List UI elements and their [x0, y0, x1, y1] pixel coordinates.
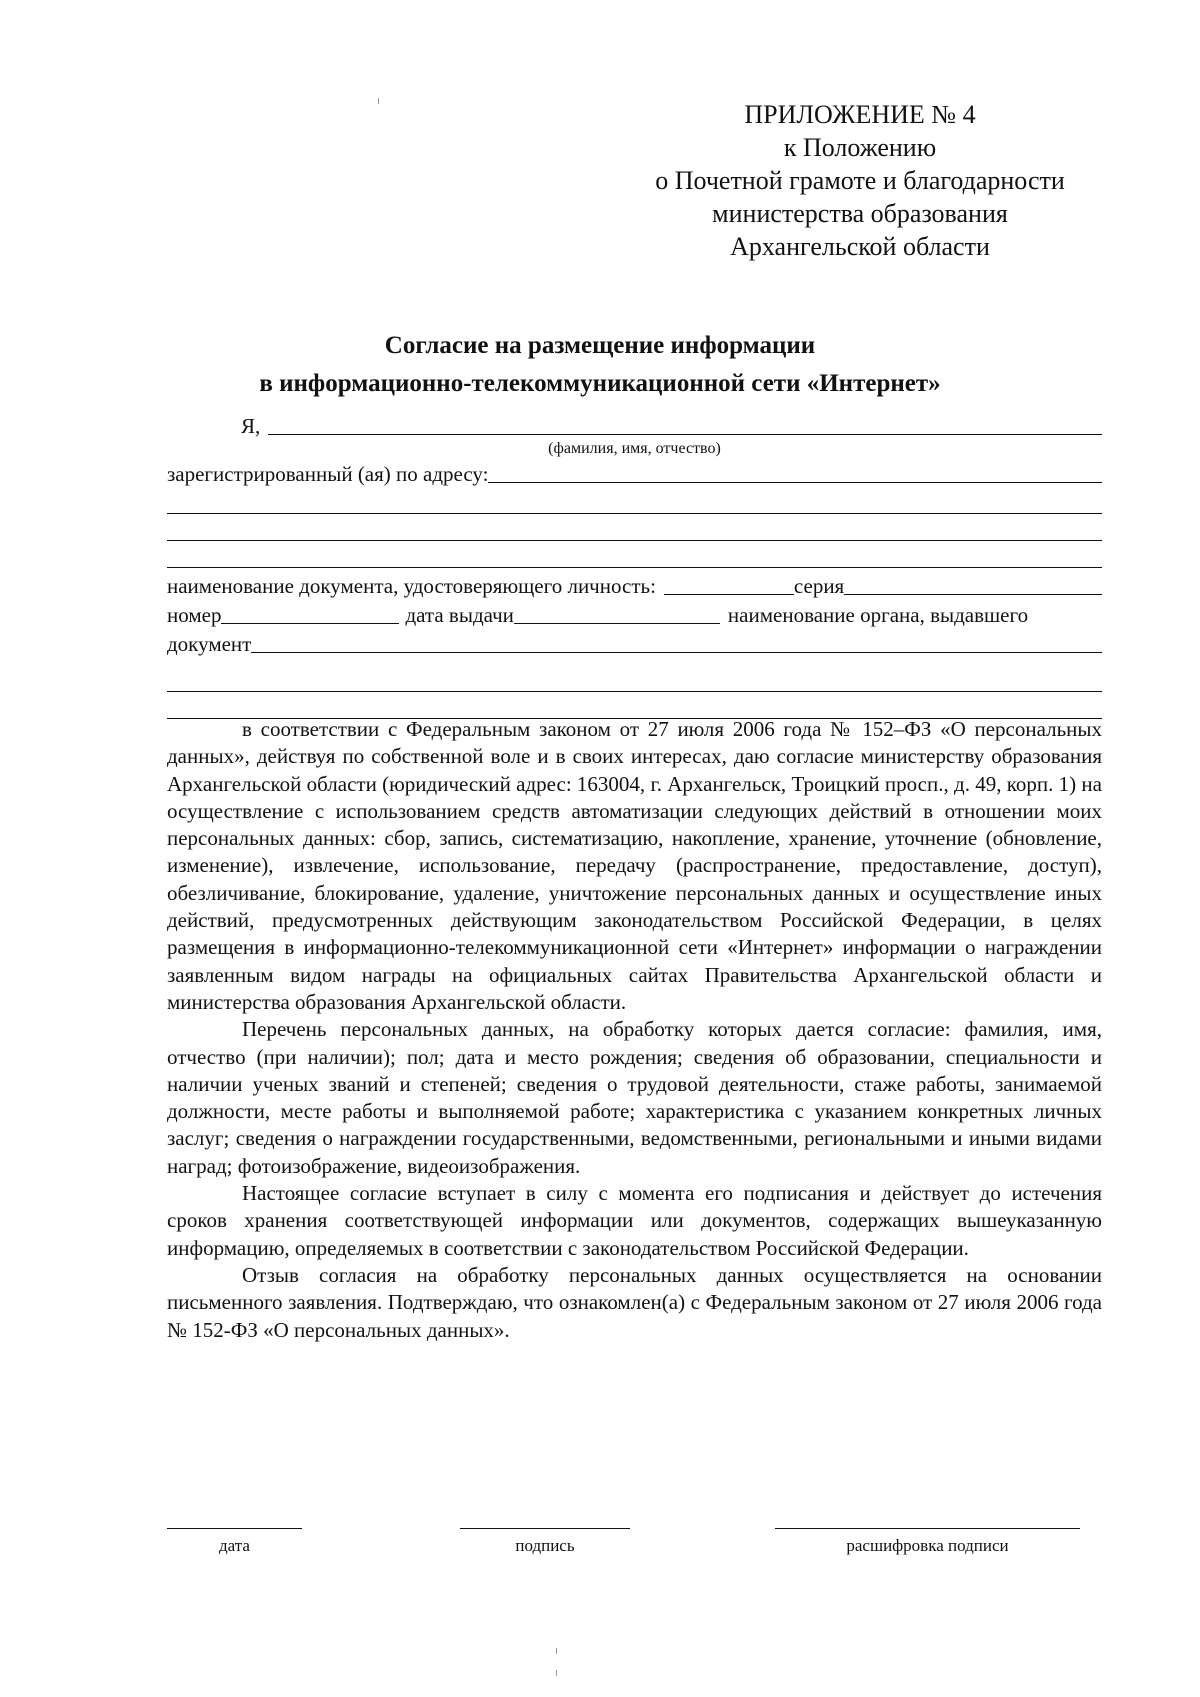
signature-decode-line[interactable]	[775, 1528, 1080, 1529]
issuer-field[interactable]	[251, 632, 1102, 653]
date-label: дата	[219, 1536, 250, 1555]
scan-mark	[378, 98, 379, 104]
series-label: серия	[793, 574, 845, 598]
address-row	[167, 458, 1102, 487]
signature-line[interactable]	[460, 1528, 630, 1529]
doc-field[interactable]	[664, 574, 794, 595]
document-label: документ	[167, 632, 252, 656]
appendix-ref: к Положению	[783, 133, 937, 162]
address-field[interactable]	[488, 462, 1102, 483]
address-label: зарегистрированный (ая) по адресу:	[167, 462, 489, 486]
issuer-field-line-3[interactable]	[167, 692, 1102, 719]
consent-body	[167, 716, 1102, 1344]
doc-row	[167, 570, 1102, 599]
number-row	[167, 599, 1102, 628]
consent-paragraph-1: в соответствии с Федеральным законом от 27 июля 2006 года № 152–ФЗ «О персональных данных», действуя по собственной воле и в своих интересах, даю согласие министерству образования Архангельской области (юридический адрес: 163004, г. Архангельск, Троицкий просп., д. 49, корп. 1) на осуществление с использованием средств автоматизации следующих действий в отношении моих персональных данных: сбор, запись, систематизацию, накопление, хранение, уточнение (обновление, изменение), извлечение, использование, передачу (распространение, предоставление, доступ), обезличивание, блокирование, удаление, уничтожение персональных данных и осуществление иных действий, предусмотренных действующим законодательством Российской Федерации, в целях размещения в информационно-телекоммуникационной сети «Интернет» информации о награждении заявленным видом награды на официальных сайтах Правительства Архангельской области и министерства образования Архангельской области.	[167, 717, 1102, 1014]
issuer-field-line-2[interactable]	[167, 657, 1102, 692]
address-field-line-3[interactable]	[167, 514, 1102, 541]
signature-block	[0, 1512, 1200, 1572]
scan-mark	[556, 1670, 557, 1676]
document-row	[167, 628, 1102, 657]
consent-paragraph-3: Настоящее согласие вступает в силу с момента его подписания и действует до истечения сроков хранения соответствующей информации или документов, содержащих вышеуказанную информацию, определяемых в соответствии с законодательством Российской Федерации.	[167, 1181, 1102, 1260]
number-label: номер	[167, 603, 222, 627]
appendix-number: ПРИЛОЖЕНИЕ № 4	[744, 100, 976, 129]
issuer-label: наименование органа, выдавшего	[727, 603, 1029, 627]
appendix-region: Архангельской области	[730, 232, 990, 261]
signature-decode-label: расшифровка подписи	[846, 1536, 1009, 1555]
title-line-2: в информационно-телекоммуникационной сети «Интернет»	[259, 370, 941, 397]
doc-label: наименование документа, удостоверяющего личность:	[167, 574, 656, 598]
consent-paragraph-4: Отзыв согласия на обработку персональных данных осуществляется на основании письменного заявления. Подтверждаю, что ознакомлен(а) с Федеральным законом от 27 июля 2006 года № 152-ФЗ «О персональных данных».	[167, 1262, 1102, 1342]
issue-date-field[interactable]	[514, 603, 720, 624]
scan-mark	[556, 1648, 557, 1654]
consent-paragraph-2: Перечень персональных данных, на обработку которых дается согласие: фамилия, имя, отчество (при наличии); пол; дата и место рождения; сведения об образовании, специальности и наличии ученых званий и степеней; сведения о трудовой деятельности, стаже работы, занимаемой должности, месте работы и выполняемой работе; характеристика с указанием конкретных личных заслуг; сведения о награждении государственными, ведомственными, региональными и иными видами наград; фотоизображение, видеоизображения.	[167, 1017, 1102, 1178]
appendix-header	[600, 98, 1120, 263]
fio-hint: (фамилия, имя, отчество)	[548, 440, 721, 457]
address-field-line-4[interactable]	[167, 541, 1102, 568]
series-field[interactable]	[844, 574, 1102, 595]
title-line-1: Согласие на размещение информации	[384, 332, 816, 359]
i-label: Я,	[241, 414, 261, 438]
signature-label: подпись	[515, 1536, 575, 1555]
fio-row	[167, 410, 1102, 439]
appendix-regulation: о Почетной грамоте и благодарности	[655, 166, 1065, 195]
fio-field[interactable]	[268, 414, 1102, 435]
address-field-line-2[interactable]	[167, 487, 1102, 514]
document-title	[150, 327, 1050, 403]
appendix-ministry: министерства образования	[712, 199, 1008, 228]
issue-date-label: дата выдачи	[405, 603, 514, 627]
number-field[interactable]	[221, 603, 399, 624]
date-line[interactable]	[167, 1528, 302, 1529]
personal-fields	[167, 410, 1102, 719]
